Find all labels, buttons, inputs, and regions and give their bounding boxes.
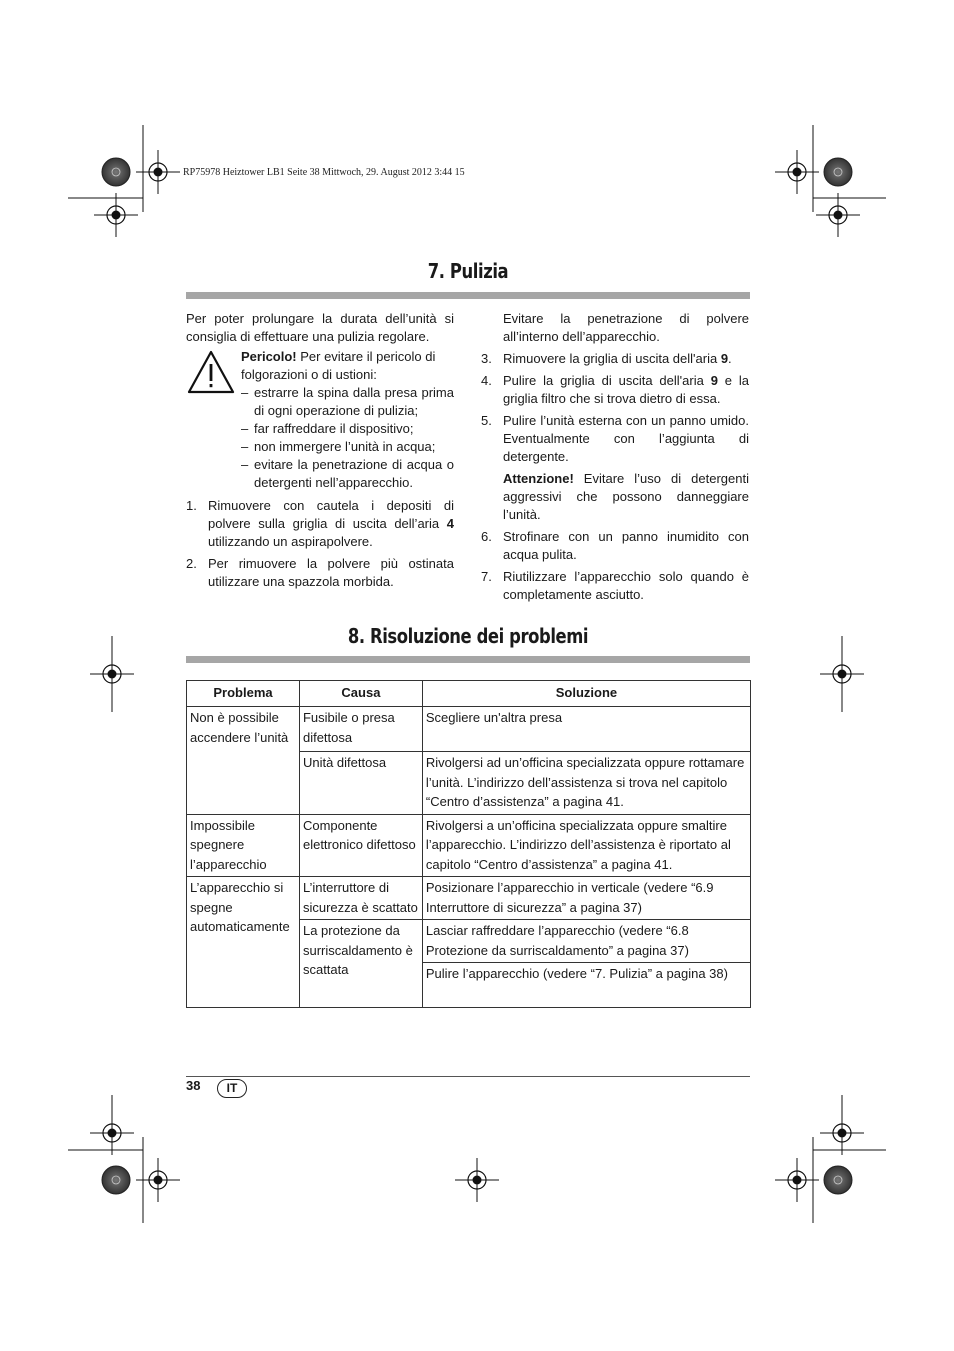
solution-cell: Rivolgersi ad un’officina specializzata oppure rottamare l’unità. L’indirizzo dell’assistenza si trova nel capitolo “Centro d’assistenza” a pagina 41. — [422, 752, 750, 815]
column-header-solution: Soluzione — [422, 681, 750, 707]
problem-cell: L’apparecchio si spegne automaticamente — [187, 877, 300, 1008]
step-text-end: e la griglia filtro che si trova dietro di essa. — [503, 373, 749, 406]
step-7 — [481, 568, 749, 604]
section-title-troubleshooting: 8. Risoluzione dei problemi — [347, 624, 589, 648]
step-text-end: . — [728, 351, 732, 366]
dash-marker: – — [241, 421, 249, 436]
section-title-bar — [186, 656, 750, 663]
step-number: 3. — [481, 351, 492, 366]
warning-label: Pericolo! — [241, 349, 297, 364]
section-title-bar — [186, 292, 750, 299]
solution-cell: Lasciar raffreddare l’apparecchio (vedere “6.8 Protezione da surriscaldamento” a pagina 37) — [422, 920, 750, 963]
caution-paragraph — [503, 470, 749, 524]
step-text: Riutilizzare l’apparecchio solo quando è completamente asciutto. — [503, 569, 749, 602]
step-text: Pulire la griglia di uscita dell'aria — [503, 373, 711, 388]
table-row — [187, 877, 751, 920]
step-text: Rimuovere la griglia di uscita dell'aria — [503, 351, 721, 366]
table-header-row — [187, 681, 751, 707]
cause-cell: Unità difettosa — [299, 752, 422, 815]
section-title-cleaning: 7. Pulizia — [427, 259, 509, 283]
page-number: 38 — [186, 1078, 201, 1093]
list-item — [241, 420, 454, 438]
right-column — [481, 310, 749, 604]
dash-item-text: non immergere l’unità in acqua; — [254, 439, 436, 454]
step-2 — [186, 555, 454, 591]
step-text: Pulire l’unità esterna con un panno umido. Eventualmente con l’aggiunta di detergente. — [503, 413, 749, 464]
solution-cell: Posizionare l’apparecchio in verticale (vedere “6.9 Interruttore di sicurezza” a pagina 37) — [422, 877, 750, 920]
cleaning-intro: Per poter prolungare la durata dell’unità si consiglia di effettuare una pulizia regolare. — [186, 311, 454, 344]
part-reference: 9 — [720, 351, 729, 366]
step-number: 7. — [481, 569, 492, 584]
step-4 — [481, 372, 749, 408]
solution-cell: Rivolgersi a un’officina specializzata oppure smaltire l’apparecchio. L’indirizzo dell’assistenza è riportato al capitolo “Centro d’assistenza” a pagina 41. — [422, 814, 750, 877]
column-header-cause: Causa — [299, 681, 422, 707]
step-number: 6. — [481, 529, 492, 544]
step-text: Rimuovere con cautela i depositi di polvere sulla griglia di uscita dell’aria — [208, 498, 454, 531]
step-3 — [481, 350, 749, 368]
dash-marker: – — [241, 385, 249, 400]
warning-block — [241, 348, 454, 492]
part-reference: 9 — [710, 373, 718, 388]
step-number: 2. — [186, 556, 197, 571]
dash-item-text: evitare la penetrazione di acqua o detergenti nell’apparecchio. — [254, 457, 454, 490]
caution-label: Attenzione! — [503, 471, 574, 486]
table-row — [187, 707, 751, 752]
list-item — [241, 438, 454, 456]
step-6 — [481, 528, 749, 564]
dash-item-text: estrarre la spina dalla presa prima di ogni operazione di pulizia; — [254, 385, 454, 418]
dash-marker: – — [241, 439, 249, 454]
print-header-info: RP75978 Heiztower LB1 Seite 38 Mittwoch, 29. August 2012 3:44 15 — [183, 167, 465, 178]
step-5 — [481, 412, 749, 466]
problem-cell: Impossibile spegnere l’apparecchio — [187, 814, 300, 877]
left-column — [186, 310, 454, 591]
warning-paragraph — [241, 348, 454, 384]
step-text-end: utilizzando un aspirapolvere. — [208, 534, 373, 549]
step-number: 5. — [481, 413, 492, 428]
part-reference: 4 — [446, 516, 454, 531]
solution-cell: Pulire l’apparecchio (vedere “7. Pulizia” a pagina 38) — [422, 963, 750, 1008]
list-item — [241, 384, 454, 420]
dash-item-text: far raffreddare il dispositivo; — [254, 421, 414, 436]
footer-rule — [186, 1076, 750, 1077]
cause-cell: Fusibile o presa difettosa — [299, 707, 422, 752]
caution-text: Evitare l’uso di detergenti aggressivi che possono danneggiare l’unità. — [503, 471, 749, 522]
cause-cell: La protezione da surriscaldamento è scattata — [299, 920, 422, 1008]
dust-intro: Evitare la penetrazione di polvere all’interno dell’apparecchio. — [503, 311, 749, 344]
step-text: Per rimuovere la polvere più ostinata utilizzare una spazzola morbida. — [208, 556, 454, 589]
list-item — [241, 456, 454, 492]
step-1 — [186, 497, 454, 551]
dash-marker: – — [241, 457, 249, 472]
column-header-problem: Problema — [187, 681, 300, 707]
language-badge: IT — [217, 1079, 247, 1098]
warning-text: Per evitare il pericolo di folgorazioni o di ustioni: — [241, 349, 436, 382]
solution-cell: Scegliere un'altra presa — [422, 707, 750, 752]
step-text: Strofinare con un panno inumidito con acqua pulita. — [503, 529, 749, 562]
step-number: 1. — [186, 498, 197, 513]
cause-cell: L’interruttore di sicurezza è scattato — [299, 877, 422, 920]
table-row — [187, 814, 751, 877]
step-number: 4. — [481, 373, 492, 388]
troubleshooting-table — [186, 680, 751, 1008]
cause-cell: Componente elettronico difettoso — [299, 814, 422, 877]
problem-cell: Non è possibile accendere l’unità — [187, 707, 300, 815]
